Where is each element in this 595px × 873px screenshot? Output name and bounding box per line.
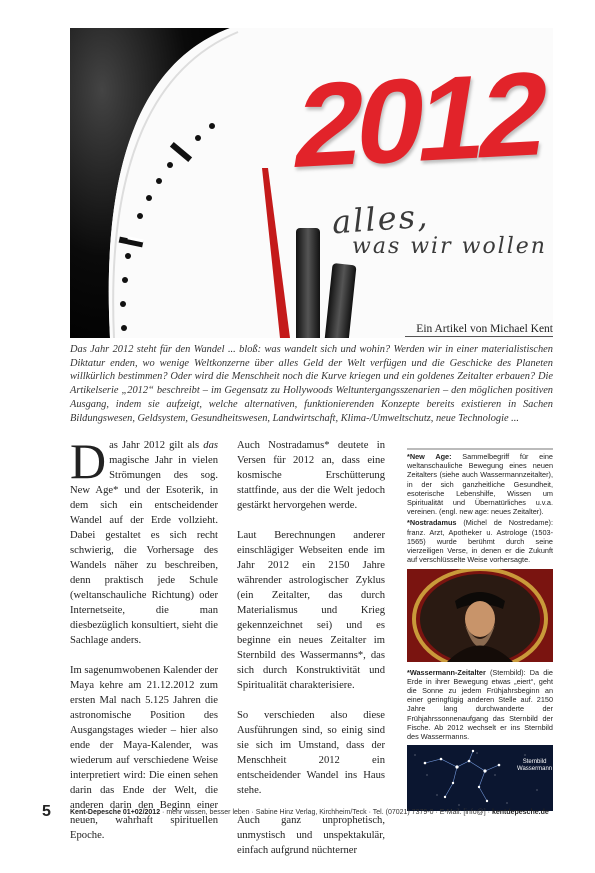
divider bbox=[407, 448, 553, 450]
lead-paragraph: Das Jahr 2012 steht für den Wandel ... bloß: was wandelt sich und wohin? Werden wir in einer materialistischen Diktatur enden, wo wenige Weltkonzerne über alles Geld der Welt verfügen und die Geschicke des Planeten willkürlich bestimmen? Oder wird die Menschheit noch die Kurve kriegen und ein goldenes Zeitalter erbauen? Die Artikelserie „2012“ beschreibt – im Gegensatz zu Hollywoods Weltuntergangsszenarien – den möglichen positiven Ausgang, indem sie aufzeigt, welche alternativen, funktionierenden Konzepte bereits existieren in Sachen Bildungswesen, Geldsystem, Gesundheitswesen, Landwirtschaft, Klima-/Umweltschutz, neue Technologie ... bbox=[70, 344, 553, 424]
article-column-1 bbox=[70, 433, 218, 858]
drop-cap: D bbox=[70, 433, 107, 489]
hero-image bbox=[70, 28, 553, 338]
paragraph: Auch ganz unprophetisch, unmystisch und unspektakulär, einfach aufgrund nüchterner bbox=[237, 815, 385, 856]
glossary-new-age: *New Age: Sammelbegriff für eine weltanschauliche Bewegung eines neuen Zeitalters (siehe auch Wassermannzeitalter), in der sich ganzheitliche Gesundheit, esoterische Lebenshilfe, Wissen um Spiritualität und Übernatürliches u.v.a. vereinen. (engl. new age: neues Zeitalter). bbox=[407, 452, 553, 517]
glossary-sidebar bbox=[407, 448, 553, 811]
page-footer bbox=[0, 803, 595, 823]
paragraph: So verschieden also diese Ausführungen sind, so einig sind sie sich im Umstand, dass der Menschheit 2012 ein entscheidender Wandel ins Haus stehe. bbox=[237, 710, 385, 796]
constellation-label: Sternbild Wassermann bbox=[517, 759, 553, 773]
glossary-wassermann: *Wassermann-Zeitalter (Sternbild): Da die Erde in ihrer Bewegung etwas „eiert“, geht die Sonne zu jedem Frühjahrsbeginn an einer geringfügig anderen Stelle auf. 2150 Jahre lang durchwanderte der Frühjahrssonnenaufgang das Sternbild der Fische. Ab 2012 wechselt er ins Sternbild des Wassermanns. bbox=[407, 667, 553, 742]
paragraph: Laut Berechnungen anderer einschlägiger Webseiten ende im Jahr 2012 ein 2150 Jahre währender astrologischer Zyklus (ein Zeitalter, das durch Materialismus und Krieg gekennzeichnet sei) und es beginne ein neues Zeitalter im Sternbild des Wassermanns*, das sich durch Konstruktivität und Spiritualität charakterisiere. bbox=[237, 530, 385, 691]
constellation-icon bbox=[407, 745, 553, 811]
paragraph: Auch Nostradamus* deutete in Versen für 2012 an, dass eine kosmische Erschütterung stattfinde, aus der die Welt jedoch gestärkt hervorgehen werde. bbox=[237, 440, 385, 511]
hero-title: 2012 bbox=[286, 46, 553, 194]
byline: Ein Artikel von Michael Kent bbox=[405, 323, 553, 337]
footer-info: Kent-Depesche 01+02/2012 · mehr wissen, besser leben · Sabine Hinz Verlag, Kirchheim/Teck · Tel. (07021) 7379-0 · E-Mail: [info@] · kentdepesche.de bbox=[70, 809, 549, 816]
paragraph: Im sagenumwobenen Kalender der Maya kehre am 21.12.2012 zum ersten Mal nach 5.125 Jahren die astronomische Position des Ausgangstages wieder – hier also ende der Maya-Kalender, was wiederum auf verschiedene Weise interpretiert wird: Die einen sehen darin das Ende der Welt, die anderen darin den Beginn einer neuen, wahrhaft spirituellen Epoche. bbox=[70, 665, 218, 841]
paragraph: Das Jahr 2012 gilt als das magische Jahr in vielen Strömungen des sog. New Age* und der Esoterik, in dem sich ein entscheidender Wandel auf der Erde vollzieht. Dabei gestaltet es sich recht schwierig, die Vorhersage des Wandels näher zu beschreiben, denn praktisch jede Schule (weltanschauliche Richtung) oder Internetseite, die man diesbezüglich konsultiert, sieht die Sachlage anders. bbox=[70, 433, 218, 646]
website-link[interactable]: kentdepesche.de bbox=[491, 809, 549, 816]
hero-subtitle-line1: alles, bbox=[330, 196, 431, 242]
hero-subtitle-line2: was wir wollen bbox=[352, 234, 547, 259]
nostradamus-portrait bbox=[407, 569, 553, 662]
page-number: 5 bbox=[42, 803, 51, 820]
aquarius-constellation-image bbox=[407, 745, 553, 811]
glossary-nostradamus: *Nostradamus (Michel de Nostredame): franz. Arzt, Apotheker u. Astrologe (1503-1565) wurde berühmt durch seine vierzeiligen Verse, in denen er die Zukunft auf verschlüsselte Weise vorhersagte. bbox=[407, 518, 553, 565]
